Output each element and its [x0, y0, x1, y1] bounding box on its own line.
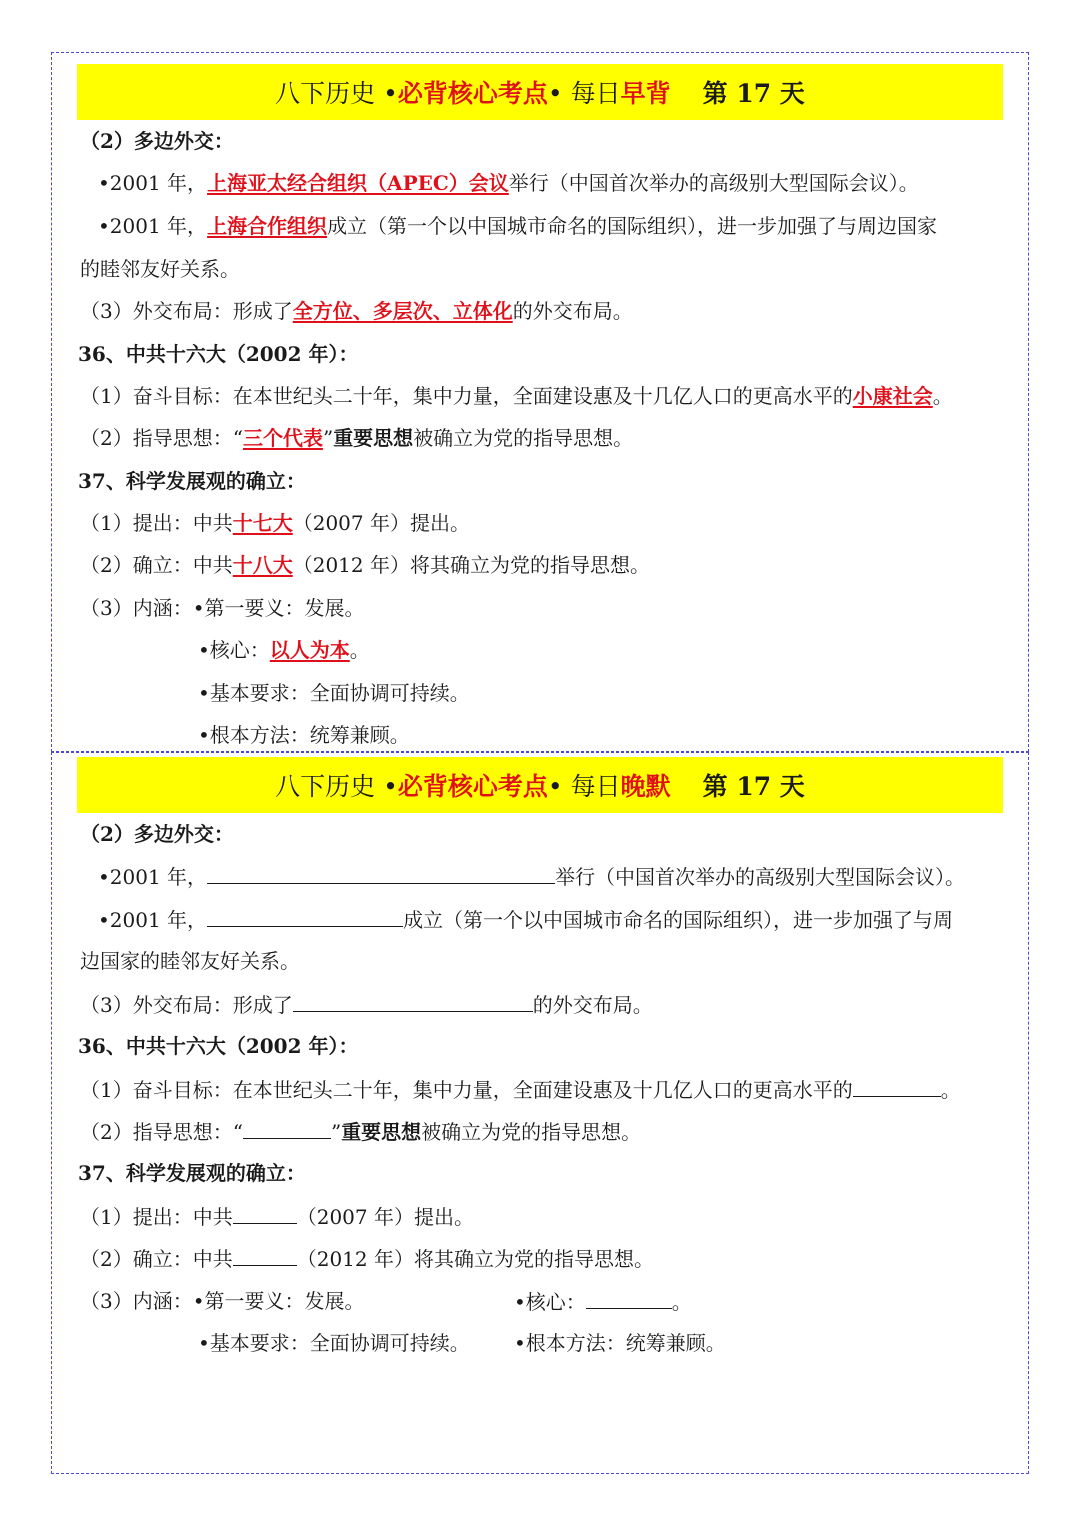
layout-prefix: （3）外交布局：形成了	[80, 299, 293, 323]
answer-18th-congress: 十八大	[232, 553, 293, 577]
bullet-suffix: 举行（中国首次举办的高级别大型国际会议）。	[508, 171, 919, 195]
proposed-line-blank	[80, 1203, 474, 1230]
answer-people-oriented: 以人为本	[269, 638, 350, 662]
connotation-label: （3）内涵：	[80, 596, 193, 620]
connotation-core	[198, 637, 370, 663]
fill-blank-three-represents[interactable]	[243, 1118, 331, 1139]
layout-suffix: 的外交布局。	[532, 993, 653, 1017]
guide-quote: ”	[330, 1120, 342, 1144]
answer-xiaokang: 小康社会	[852, 384, 933, 408]
proposed-prefix: （1）提出：中共	[80, 511, 233, 535]
connotation-requirement: •基本要求：全面协调可持续。	[198, 681, 470, 705]
banner-core-points: 必背核心考点	[397, 772, 548, 801]
answer-apec: 上海亚太经合组织（APEC）会议	[207, 171, 509, 195]
answer-17th-congress: 十七大	[232, 511, 293, 535]
connotation-first-meaning: •第一要义：发展。	[192, 596, 365, 620]
goal-prefix: （1）奋斗目标：在本世纪头二十年，集中力量，全面建设惠及十几亿人口的更高水平的	[80, 1078, 853, 1102]
evening-card-frame	[51, 752, 1029, 1474]
bullet-sco	[98, 213, 937, 239]
fill-blank-18th-congress[interactable]	[233, 1245, 297, 1266]
banner-subject: 八下历史 •	[275, 79, 398, 108]
diplomatic-layout-blank	[80, 991, 653, 1018]
banner-daily: • 每日	[547, 772, 621, 801]
bullet-sco-continued: 边国家的睦邻友好关系。	[80, 949, 300, 973]
goal-prefix: （1）奋斗目标：在本世纪头二十年，集中力量，全面建设惠及十几亿人口的更高水平的	[80, 384, 853, 408]
banner-day: 第 17 天	[702, 79, 805, 108]
established-prefix: （2）确立：中共	[80, 1247, 233, 1271]
connotation-core-blank	[514, 1288, 692, 1315]
banner-session: 早背	[620, 79, 671, 108]
connotation-label: （3）内涵：	[80, 1289, 193, 1313]
banner-subject: 八下历史 •	[275, 772, 398, 801]
bullet-suffix: 成立（第一个以中国城市命名的国际组织），进一步加强了与周边国家	[327, 214, 938, 238]
proposed-line	[80, 510, 470, 536]
guide-suffix: 被确立为党的指导思想。	[413, 426, 634, 450]
bullet-prefix: •2001 年，	[98, 171, 208, 195]
proposed-suffix: （2007 年）提出。	[292, 511, 470, 535]
bullet-prefix: •2001 年，	[98, 214, 208, 238]
guide-quote: ”	[322, 426, 334, 450]
answer-three-represents: 三个代表	[242, 426, 323, 450]
bullet-suffix: 成立（第一个以中国城市命名的国际组织），进一步加强了与周	[403, 908, 954, 932]
bullet-sco-blank	[98, 906, 953, 933]
bullet-prefix: •2001 年，	[98, 865, 208, 889]
layout-prefix: （3）外交布局：形成了	[80, 993, 293, 1017]
goal-line	[80, 383, 953, 409]
fill-blank-sco[interactable]	[207, 906, 403, 927]
core-suffix: 。	[671, 1290, 692, 1314]
evening-banner	[77, 757, 1003, 813]
core-prefix: •核心：	[514, 1290, 586, 1314]
bullet-apec	[98, 170, 919, 196]
fill-blank-xiaokang[interactable]	[853, 1076, 941, 1097]
proposed-suffix: （2007 年）提出。	[296, 1205, 474, 1229]
guide-bold: 重要思想	[333, 426, 414, 450]
banner-session: 晚默	[620, 772, 671, 801]
goal-suffix: 。	[940, 1078, 961, 1102]
goal-suffix: 。	[932, 384, 953, 408]
guide-suffix: 被确立为党的指导思想。	[421, 1120, 642, 1144]
section-multilateral-title: （2）多边外交：	[80, 822, 234, 846]
connotation-requirement: •基本要求：全面协调可持续。	[198, 1331, 470, 1355]
guide-prefix: （2）指导思想：“	[80, 426, 243, 450]
guide-bold: 重要思想	[341, 1120, 422, 1144]
goal-line-blank	[80, 1076, 961, 1103]
banner-day: 第 17 天	[702, 772, 805, 801]
section-multilateral-title: （2）多边外交：	[80, 129, 234, 153]
guide-prefix: （2）指导思想：“	[80, 1120, 243, 1144]
banner-daily: • 每日	[547, 79, 621, 108]
guiding-thought-line	[80, 425, 633, 451]
answer-sco: 上海合作组织	[207, 214, 328, 238]
heading-37: 37、科学发展观的确立：	[78, 1161, 306, 1185]
banner-core-points: 必背核心考点	[397, 79, 548, 108]
established-line-blank	[80, 1245, 654, 1272]
established-suffix: （2012 年）将其确立为党的指导思想。	[296, 1247, 654, 1271]
bullet-apec-blank	[98, 863, 965, 890]
core-prefix: •核心：	[198, 638, 270, 662]
established-line	[80, 552, 650, 578]
connotation-method: •根本方法：统筹兼顾。	[198, 723, 410, 747]
guiding-thought-blank	[80, 1118, 641, 1145]
established-prefix: （2）确立：中共	[80, 553, 233, 577]
connotation-line	[80, 595, 365, 621]
heading-36: 36、中共十六大（2002 年）：	[78, 1034, 359, 1058]
layout-suffix: 的外交布局。	[512, 299, 633, 323]
fill-blank-layout[interactable]	[293, 991, 533, 1012]
bullet-sco-continued: 的睦邻友好关系。	[80, 257, 240, 281]
fill-blank-apec[interactable]	[207, 863, 555, 884]
morning-banner	[77, 64, 1003, 120]
fill-blank-17th-congress[interactable]	[233, 1203, 297, 1224]
connotation-method: •根本方法：统筹兼顾。	[514, 1331, 726, 1355]
proposed-prefix: （1）提出：中共	[80, 1205, 233, 1229]
fill-blank-people-oriented[interactable]	[586, 1288, 672, 1309]
connotation-first-meaning: •第一要义：发展。	[192, 1289, 365, 1313]
connotation-line	[80, 1288, 365, 1314]
diplomatic-layout	[80, 298, 633, 324]
heading-37: 37、科学发展观的确立：	[78, 469, 306, 493]
core-suffix: 。	[349, 638, 370, 662]
established-suffix: （2012 年）将其确立为党的指导思想。	[292, 553, 650, 577]
heading-36: 36、中共十六大（2002 年）：	[78, 342, 359, 366]
bullet-suffix: 举行（中国首次举办的高级别大型国际会议）。	[555, 865, 966, 889]
answer-layout: 全方位、多层次、立体化	[292, 299, 513, 323]
bullet-prefix: •2001 年，	[98, 908, 208, 932]
